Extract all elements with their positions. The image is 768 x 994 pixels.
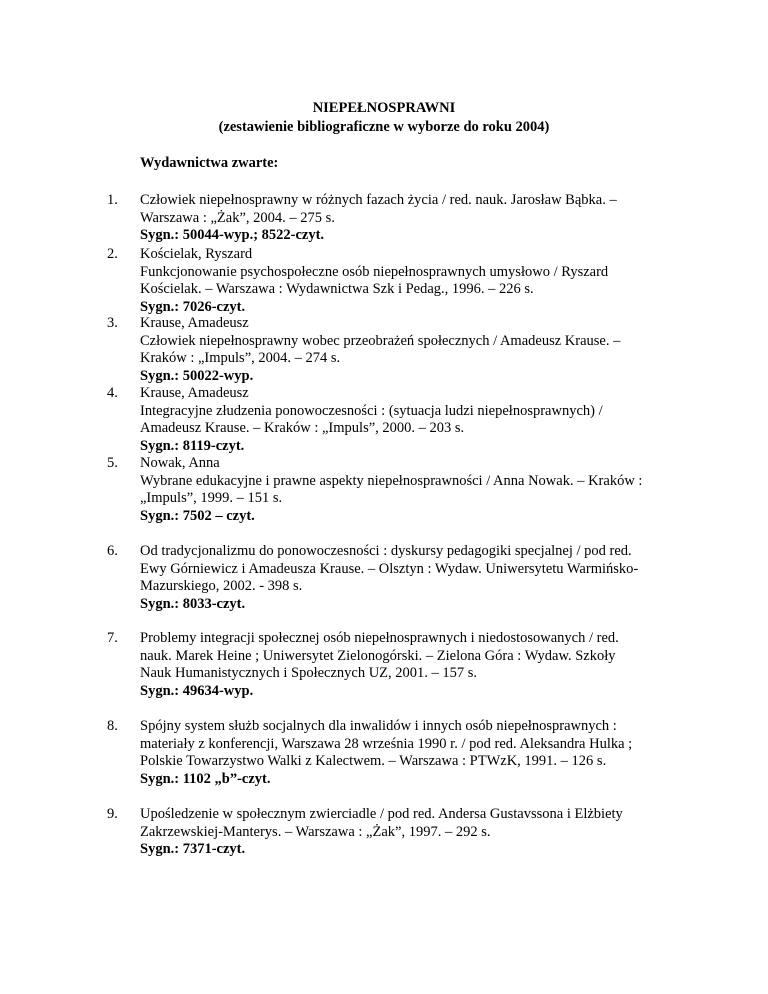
- entry-call-number: Sygn.: 49634-wyp.: [140, 682, 254, 699]
- entry-line: materiały z konferencji, Warszawa 28 września 1990 r. / pod red. Aleksandra Hulka ;: [140, 735, 633, 752]
- entry-number: 6.: [107, 543, 118, 559]
- entry-call-number: Sygn.: 8033-czyt.: [140, 595, 246, 612]
- document-title: NIEPEŁNOSPRAWNI: [312, 100, 456, 116]
- entry-body: [140, 543, 695, 613]
- section-heading: Wydawnictwa zwarte:: [140, 155, 279, 171]
- entry-line: nauk. Marek Heine ; Uniwersytet Zielonogórski. – Zielona Góra : Wydaw. Szkoły: [140, 647, 616, 664]
- entry-number: 7.: [107, 630, 118, 646]
- entry-number: 3.: [107, 315, 118, 331]
- entry-line: Kościelak, Ryszard: [140, 246, 253, 262]
- entry-number: 5.: [107, 455, 118, 471]
- entry-line: Funkcjonowanie psychospołeczne osób niepełnosprawnych umysłowo / Ryszard: [140, 263, 609, 280]
- entry-body: [140, 385, 695, 455]
- entry-body: [140, 718, 695, 788]
- entry-call-number: Sygn.: 50022-wyp.: [140, 367, 254, 384]
- entry-number: 4.: [107, 385, 118, 401]
- entry-call-number: Sygn.: 7371-czyt.: [140, 841, 246, 857]
- entry-line: Kościelak. – Warszawa : Wydawnictwa Szk i Pedag., 1996. – 226 s.: [140, 281, 534, 297]
- entry-line: Nowak, Anna: [140, 455, 220, 471]
- entry-call-number: Sygn.: 50044-wyp.; 8522-czyt.: [140, 227, 325, 243]
- entry-line: Krause, Amadeusz: [140, 385, 249, 401]
- entry-body: [140, 806, 695, 859]
- document-header: [0, 99, 768, 137]
- entry-body: [140, 315, 695, 385]
- entry-line: Amadeusz Krause. – Kraków : „Impuls”, 2000. – 203 s.: [140, 420, 465, 436]
- entry-body: [140, 246, 695, 316]
- entry-line: Krause, Amadeusz: [140, 315, 249, 331]
- entry-line: Mazurskiego, 2002. - 398 s.: [140, 578, 303, 594]
- entry-line: Nauk Humanistycznych i Społecznych UZ, 2001. – 157 s.: [140, 665, 478, 681]
- entry-body: [140, 630, 695, 700]
- entry-line: Problemy integracji społecznej osób niepełnosprawnych i niedostosowanych / red.: [140, 630, 619, 646]
- entry-call-number: Sygn.: 7502 – czyt.: [140, 507, 255, 524]
- entry-number: 2.: [107, 246, 118, 262]
- entry-line: Człowiek niepełnosprawny wobec przeobrażeń społecznych / Amadeusz Krause. –: [140, 332, 621, 349]
- entry-body: [140, 192, 695, 245]
- entry-call-number: Sygn.: 1102 „b”-czyt.: [140, 770, 271, 787]
- entry-line: Od tradycjonalizmu do ponowoczesności : dyskursy pedagogiki specjalnej / pod red.: [140, 543, 632, 559]
- entry-call-number: Sygn.: 8119-czyt.: [140, 437, 245, 454]
- entry-line: Ewy Górniewicz i Amadeusza Krause. – Olsztyn : Wydaw. Uniwersytetu Warmińsko-: [140, 560, 639, 577]
- entry-call-number: Sygn.: 7026-czyt.: [140, 298, 246, 315]
- entry-body: [140, 455, 695, 525]
- entry-line: Polskie Towarzystwo Walki z Kalectwem. – Warszawa : PTWzK, 1991. – 126 s.: [140, 753, 607, 769]
- entry-line: Upośledzenie w społecznym zwierciadle / pod red. Andersa Gustavssona i Elżbiety: [140, 806, 623, 822]
- entry-line: „Impuls”, 1999. – 151 s.: [140, 490, 283, 506]
- entry-line: Kraków : „Impuls”, 2004. – 274 s.: [140, 350, 341, 366]
- entry-line: Zakrzewskiej-Manterys. – Warszawa : „Żak”, 1997. – 292 s.: [140, 823, 491, 840]
- entry-number: 8.: [107, 718, 118, 734]
- entry-number: 9.: [107, 806, 118, 822]
- entry-number: 1.: [107, 192, 118, 208]
- entry-line: Integracyjne złudzenia ponowoczesności : (sytuacja ludzi niepełnosprawnych) /: [140, 402, 603, 419]
- entry-line: Warszawa : „Żak”, 2004. – 275 s.: [140, 209, 335, 226]
- document-subtitle: (zestawienie bibliograficzne w wyborze do roku 2004): [218, 119, 550, 135]
- entry-line: Wybrane edukacyjne i prawne aspekty niepełnosprawności / Anna Nowak. – Kraków :: [140, 472, 643, 489]
- entry-line: Spójny system służb socjalnych dla inwalidów i innych osób niepełnosprawnych :: [140, 718, 617, 734]
- entry-line: Człowiek niepełnosprawny w różnych fazach życia / red. nauk. Jarosław Bąbka. –: [140, 192, 617, 208]
